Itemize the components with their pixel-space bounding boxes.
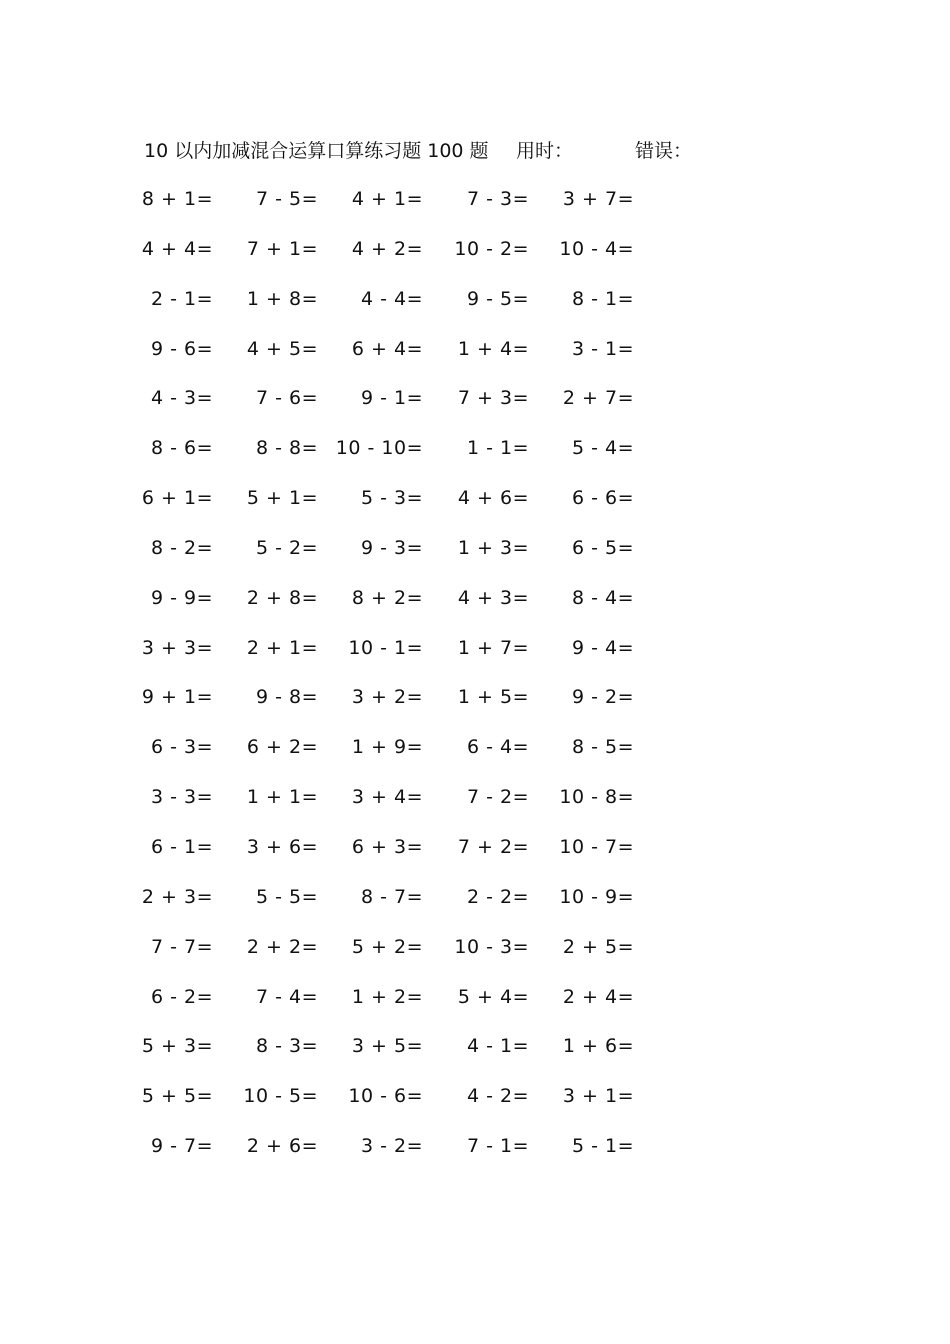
problem-item: 5 - 1= bbox=[571, 1135, 634, 1158]
worksheet-header bbox=[0, 138, 950, 164]
problem-item: 4 + 1= bbox=[351, 188, 423, 210]
problem-item: 1 + 4= bbox=[457, 337, 529, 360]
problem-item: 3 + 5= bbox=[351, 1035, 423, 1058]
problem-item: 5 + 2= bbox=[351, 935, 423, 958]
problem-row bbox=[0, 485, 950, 535]
problem-item: 7 + 1= bbox=[246, 237, 318, 260]
problem-item: 6 - 6= bbox=[571, 487, 634, 510]
problem-item: 1 + 9= bbox=[351, 736, 423, 759]
problem-row bbox=[0, 1033, 950, 1083]
problem-row bbox=[0, 684, 950, 734]
problem-item: 6 - 1= bbox=[150, 835, 213, 858]
problem-item: 6 - 4= bbox=[466, 736, 529, 759]
problem-item: 6 - 5= bbox=[571, 536, 634, 559]
problem-row bbox=[0, 435, 950, 485]
problem-item: 6 - 2= bbox=[150, 985, 213, 1008]
problem-item: 4 - 3= bbox=[150, 387, 213, 410]
problem-row bbox=[0, 834, 950, 884]
problem-item: 8 - 3= bbox=[255, 1035, 318, 1058]
problem-item: 2 + 5= bbox=[562, 935, 634, 958]
worksheet-title: 10 以内加减混合运算口算练习题 100 题 bbox=[144, 140, 489, 162]
problem-item: 10 - 5= bbox=[243, 1085, 318, 1108]
problem-row bbox=[0, 236, 950, 286]
problem-item: 3 + 4= bbox=[351, 786, 423, 809]
problem-item: 9 - 7= bbox=[150, 1135, 213, 1158]
problem-item: 3 + 7= bbox=[562, 188, 634, 210]
problem-item: 7 - 1= bbox=[466, 1135, 529, 1158]
problem-item: 6 + 3= bbox=[351, 835, 423, 858]
problem-item: 3 - 3= bbox=[150, 786, 213, 809]
problem-item: 10 - 7= bbox=[559, 835, 634, 858]
problem-item: 5 - 3= bbox=[360, 487, 423, 510]
problem-item: 1 + 8= bbox=[246, 287, 318, 310]
problem-item: 8 - 7= bbox=[360, 885, 423, 908]
problem-item: 3 - 2= bbox=[360, 1135, 423, 1158]
problem-item: 4 + 6= bbox=[457, 487, 529, 510]
problem-item: 6 + 4= bbox=[351, 337, 423, 360]
problem-item: 1 + 3= bbox=[457, 536, 529, 559]
problem-row bbox=[0, 385, 950, 435]
problem-item: 5 - 2= bbox=[255, 536, 318, 559]
problem-item: 8 - 4= bbox=[571, 586, 634, 609]
problem-item: 7 - 3= bbox=[466, 188, 529, 210]
problem-item: 6 + 2= bbox=[246, 736, 318, 759]
problem-item: 5 + 4= bbox=[457, 985, 529, 1008]
problem-item: 9 - 9= bbox=[150, 586, 213, 609]
problem-item: 9 - 6= bbox=[150, 337, 213, 360]
problem-item: 8 + 2= bbox=[351, 586, 423, 609]
problem-item: 8 - 8= bbox=[255, 437, 318, 460]
problem-grid bbox=[0, 186, 950, 1183]
problem-item: 8 - 6= bbox=[150, 437, 213, 460]
problem-item: 5 + 3= bbox=[141, 1035, 213, 1058]
problem-row bbox=[0, 784, 950, 834]
problem-item: 4 + 4= bbox=[141, 237, 213, 260]
problem-item: 2 - 1= bbox=[150, 287, 213, 310]
problem-row bbox=[0, 186, 950, 236]
problem-item: 7 - 6= bbox=[255, 387, 318, 410]
problem-item: 1 + 7= bbox=[457, 636, 529, 659]
problem-item: 7 - 2= bbox=[466, 786, 529, 809]
problem-row bbox=[0, 1133, 950, 1183]
problem-row bbox=[0, 585, 950, 635]
problem-item: 2 + 6= bbox=[246, 1135, 318, 1158]
problem-item: 2 + 4= bbox=[562, 985, 634, 1008]
problem-item: 3 + 6= bbox=[246, 835, 318, 858]
problem-item: 10 - 10= bbox=[335, 437, 423, 460]
problem-item: 5 + 5= bbox=[141, 1085, 213, 1108]
problem-item: 9 - 2= bbox=[571, 686, 634, 709]
problem-item: 10 - 1= bbox=[348, 636, 423, 659]
problem-item: 2 + 3= bbox=[141, 885, 213, 908]
problem-item: 10 - 9= bbox=[559, 885, 634, 908]
problem-item: 2 + 7= bbox=[562, 387, 634, 410]
problem-item: 2 + 8= bbox=[246, 586, 318, 609]
problem-item: 9 - 8= bbox=[255, 686, 318, 709]
problem-item: 5 - 4= bbox=[571, 437, 634, 460]
problem-item: 3 - 1= bbox=[571, 337, 634, 360]
problem-item: 6 - 3= bbox=[150, 736, 213, 759]
problem-item: 2 + 1= bbox=[246, 636, 318, 659]
problem-item: 3 + 3= bbox=[141, 636, 213, 659]
problem-row bbox=[0, 734, 950, 784]
problem-item: 2 - 2= bbox=[466, 885, 529, 908]
problem-item: 1 + 5= bbox=[457, 686, 529, 709]
problem-item: 4 + 2= bbox=[351, 237, 423, 260]
problem-item: 2 + 2= bbox=[246, 935, 318, 958]
problem-item: 10 - 3= bbox=[454, 935, 529, 958]
problem-item: 6 + 1= bbox=[141, 487, 213, 510]
problem-item: 5 + 1= bbox=[246, 487, 318, 510]
problem-item: 4 - 4= bbox=[360, 287, 423, 310]
problem-item: 1 + 6= bbox=[562, 1035, 634, 1058]
time-used-label: 用时： bbox=[516, 140, 574, 162]
problem-item: 1 + 2= bbox=[351, 985, 423, 1008]
problem-item: 5 - 5= bbox=[255, 885, 318, 908]
problem-row bbox=[0, 984, 950, 1034]
problem-row bbox=[0, 934, 950, 984]
errors-label: 错误： bbox=[635, 140, 693, 162]
problem-row bbox=[0, 286, 950, 336]
problem-item: 3 + 1= bbox=[562, 1085, 634, 1108]
problem-item: 7 - 5= bbox=[255, 188, 318, 210]
problem-item: 8 - 5= bbox=[571, 736, 634, 759]
problem-item: 3 + 2= bbox=[351, 686, 423, 709]
problem-row bbox=[0, 1083, 950, 1133]
problem-item: 1 + 1= bbox=[246, 786, 318, 809]
problem-item: 4 - 1= bbox=[466, 1035, 529, 1058]
problem-item: 10 - 2= bbox=[454, 237, 529, 260]
problem-item: 7 + 2= bbox=[457, 835, 529, 858]
problem-item: 9 - 3= bbox=[360, 536, 423, 559]
problem-row bbox=[0, 535, 950, 585]
problem-item: 10 - 4= bbox=[559, 237, 634, 260]
problem-item: 7 - 4= bbox=[255, 985, 318, 1008]
problem-item: 8 + 1= bbox=[141, 188, 213, 210]
problem-item: 4 + 5= bbox=[246, 337, 318, 360]
problem-item: 10 - 6= bbox=[348, 1085, 423, 1108]
problem-item: 7 + 3= bbox=[457, 387, 529, 410]
problem-row bbox=[0, 635, 950, 685]
problem-item: 8 - 1= bbox=[571, 287, 634, 310]
problem-item: 9 - 5= bbox=[466, 287, 529, 310]
problem-row bbox=[0, 336, 950, 386]
problem-item: 4 - 2= bbox=[466, 1085, 529, 1108]
problem-item: 8 - 2= bbox=[150, 536, 213, 559]
problem-item: 4 + 3= bbox=[457, 586, 529, 609]
problem-item: 1 - 1= bbox=[466, 437, 529, 460]
problem-item: 7 - 7= bbox=[150, 935, 213, 958]
problem-item: 9 - 4= bbox=[571, 636, 634, 659]
problem-item: 10 - 8= bbox=[559, 786, 634, 809]
problem-item: 9 - 1= bbox=[360, 387, 423, 410]
problem-item: 9 + 1= bbox=[141, 686, 213, 709]
problem-row bbox=[0, 884, 950, 934]
